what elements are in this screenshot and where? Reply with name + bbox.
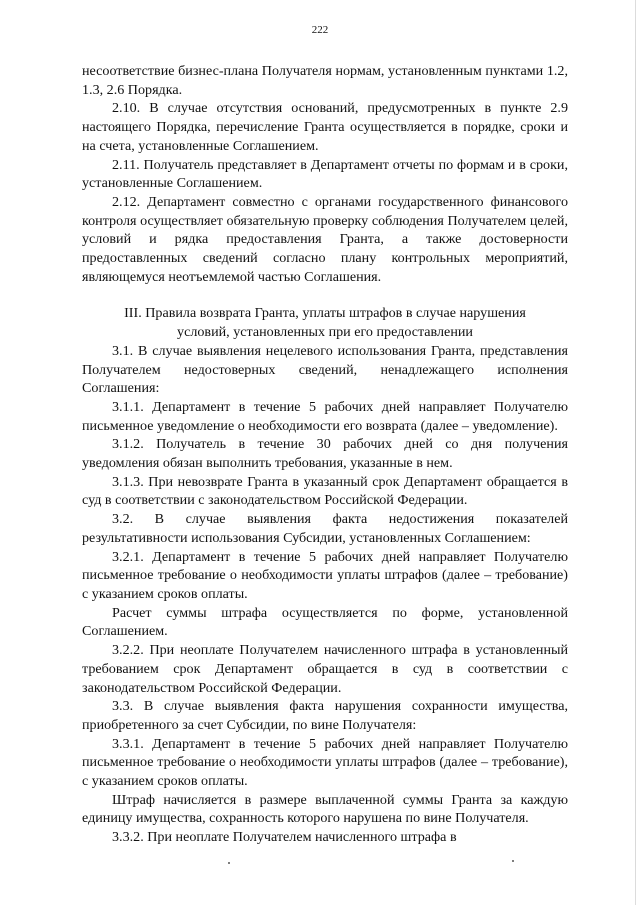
paragraph-fine-calculation: Расчет суммы штрафа осуществляется по форме, установленной Соглашением. xyxy=(82,604,568,640)
paragraph-3-1-1: 3.1.1. Департамент в течение 5 рабочих дней направляет Получателю письменное уведомление о необходимости его возврата (далее – уведомление). xyxy=(82,398,568,434)
paragraph-3-2-1: 3.2.1. Департамент в течение 5 рабочих дней направляет Получателю письменное требование о необходимости уплаты штрафов (далее – требование) с указанием сроков оплаты. xyxy=(82,548,568,602)
paragraph-3-1-3: 3.1.3. При невозврате Гранта в указанный срок Департамент обращается в суд в соответствии с законодательством Российской Федерации. xyxy=(82,473,568,509)
scan-edge-line xyxy=(635,0,636,905)
section-heading-line-1: III. Правила возврата Гранта, уплаты штрафов в случае нарушения xyxy=(124,305,526,322)
paragraph-3-2-2: 3.2.2. При неоплате Получателем начисленного штрафа в установленный требованием срок Департамент обращается в суд в соответствии с законодательством Российской Федерации. xyxy=(82,642,568,696)
paragraph-2-10: 2.10. В случае отсутствия оснований, предусмотренных в пункте 2.9 настоящего Порядка, перечисление Гранта осуществляется в порядке, сроки и на счета, установленные Соглашением. xyxy=(82,100,568,154)
paragraph-3-3-2: 3.3.2. При неоплате Получателем начисленного штрафа в xyxy=(112,829,457,846)
paragraph-2-11: 2.11. Получатель представляет в Департамент отчеты по формам и в сроки, установленные Соглашением. xyxy=(82,156,568,192)
paragraph-fine-amount: Штраф начисляется в размере выплаченной суммы Гранта за каждую единицу имущества, сохранность которого нарушена по вине Получателя. xyxy=(82,791,568,827)
paragraph-3-2: 3.2. В случае выявления факта недостижения показателей результативности использования Субсидии, установленных Соглашением: xyxy=(82,511,568,546)
paragraph-3-1: 3.1. В случае выявления нецелевого использования Гранта, представления Получателем недостоверных сведений, ненадлежащего исполнения Соглашения: xyxy=(82,342,568,397)
scan-dot-mark xyxy=(512,860,514,862)
page-number: 222 xyxy=(311,24,329,36)
section-heading-line-2: условий, установленных при его предоставлении xyxy=(177,324,473,341)
paragraph-3-1-2: 3.1.2. Получатель в течение 30 рабочих дней со дня получения уведомления обязан выполнить требования, указанные в нем. xyxy=(82,436,568,472)
scan-dot-mark xyxy=(228,862,230,864)
paragraph-continuation: несоответствие бизнес-плана Получателя нормам, установленным пунктами 1.2, 1.3, 2.6 Порядка. xyxy=(82,63,568,98)
document-body xyxy=(82,62,568,847)
paragraph-2-12: 2.12. Департамент совместно с органами государственного финансового контроля осуществляет обязательную проверку соблюдения Получателем целей, условий и рядка предоставления Гранта, а также достоверности предоставленных сведений согласно плану контрольных мероприятий, являющемуся неотъемлемой частью Соглашения. xyxy=(82,193,568,285)
paragraph-3-3-1: 3.3.1. Департамент в течение 5 рабочих дней направляет Получателю письменное требование о необходимости уплаты штрафов (далее – требование), с указанием сроков оплаты. xyxy=(82,735,568,790)
section-heading xyxy=(82,304,568,341)
paragraph-3-3: 3.3. В случае выявления факта нарушения сохранности имущества, приобретенного за счет Субсидии, по вине Получателя: xyxy=(82,698,568,733)
